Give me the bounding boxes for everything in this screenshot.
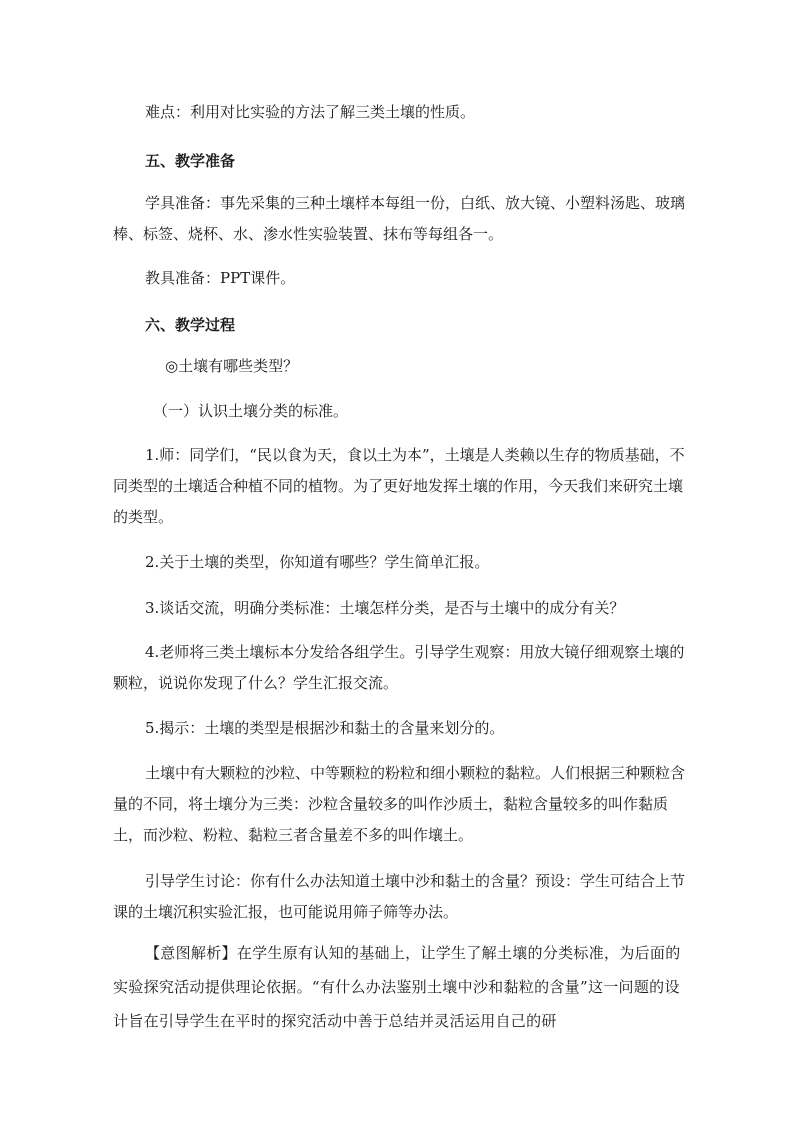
subsection-heading: （一）认识土壤分类的标准。 bbox=[153, 402, 349, 420]
step-3-paragraph: 3.谈话交流，明确分类标准：土壤怎样分类，是否与土壤中的成分有关？ bbox=[145, 599, 625, 617]
discussion-paragraph: 引导学生讨论：你有什么办法知道土壤中沙和黏土的含量？预设：学生可结合上节课的土壤沉积实验汇报，也可能说用筛子筛等办法。 bbox=[113, 872, 686, 921]
step-1-paragraph: 1.师：同学们，“民以食为天，食以土为本”，土壤是人类赖以生存的物质基础，不同类型的土壤适合种植不同的植物。为了更好地发挥土壤的作用，今天我们来研究土壤的类型。 bbox=[113, 446, 685, 526]
question-heading: ◎土壤有哪些类型？ bbox=[165, 357, 299, 375]
teacher-materials-paragraph: 教具准备：PPT课件。 bbox=[145, 269, 296, 287]
intent-analysis-body: 在学生原有认知的基础上，让学生了解土壤的分类标准，为后面的实验探究活动提供理论依据。“有什么办法鉴别土壤中沙和黏粒的含量”这一问题的设计旨在引导学生在平时的探究活动中善于总结并灵活运用自己的研 bbox=[113, 944, 681, 1030]
intent-analysis-paragraph bbox=[113, 936, 685, 1038]
section-heading-preparation: 五、教学准备 bbox=[145, 152, 236, 170]
intent-analysis-tag: 【意图解析】 bbox=[145, 944, 237, 962]
section-heading-process: 六、教学过程 bbox=[145, 316, 236, 334]
student-materials-paragraph: 学具准备：事先采集的三种土壤样本每组一份，白纸、放大镜、小塑料汤匙、玻璃棒、标签、烧杯、水、渗水性实验装置、抹布等每组各一。 bbox=[113, 194, 686, 243]
step-5-paragraph: 5.揭示：土壤的类型是根据沙和黏土的含量来划分的。 bbox=[145, 719, 505, 737]
step-2-paragraph: 2.关于土壤的类型，你知道有哪些？学生简单汇报。 bbox=[145, 553, 490, 571]
step-4-paragraph: 4.老师将三类土壤标本分发给各组学生。引导学生观察：用放大镜仔细观察土壤的颗粒，说说你发现了什么？学生汇报交流。 bbox=[113, 643, 685, 692]
soil-classification-paragraph: 土壤中有大颗粒的沙粒、中等颗粒的粉粒和细小颗粒的黏粒。人们根据三种颗粒含量的不同，将土壤分为三类：沙粒含量较多的叫作沙质土，黏粒含量较多的叫作黏质土，而沙粒、粉粒、黏粒三者含量差不多的叫作壤土。 bbox=[113, 764, 686, 844]
difficulty-paragraph: 难点：利用对比实验的方法了解三类土壤的性质。 bbox=[145, 103, 476, 121]
